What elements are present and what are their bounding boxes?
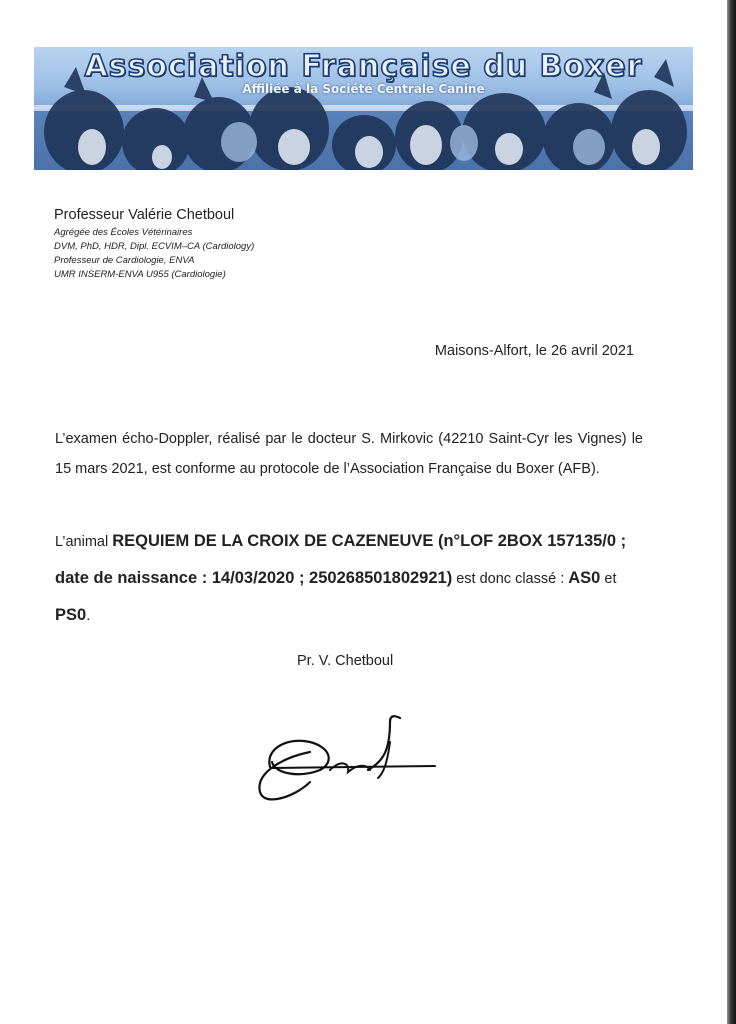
association-banner [34, 47, 693, 170]
aortic-class: AS0 [568, 569, 601, 587]
association-subtitle: Affiliée à la Société Centrale Canine [242, 82, 485, 96]
place-date: Maisons-Alfort, le 26 avril 2021 [434, 343, 634, 359]
classification-intro: L’animal [55, 534, 113, 550]
exam-paragraph: L’examen écho-Doppler, réalisé par le docteur S. Mirkovic (42210 Saint-Cyr les Vignes) le 15 mars 2021, est conforme au protocole de l’Association Française du Boxer (AFB). [55, 431, 643, 477]
author-credential: Professeur de Cardiologie, ENVA [54, 255, 195, 266]
page-shadow-edge [727, 0, 736, 1024]
author-block [54, 206, 254, 282]
author-credential: Agrégée des Écoles Vétérinaires [54, 227, 193, 238]
classification-end: . [86, 608, 91, 624]
author-name: Professeur Valérie Chetboul [54, 207, 235, 223]
handwritten-signature [250, 712, 440, 812]
author-credential: UMR INSERM-ENVA U955 (Cardiologie) [54, 269, 226, 280]
signatory-name: Pr. V. Chetboul [297, 653, 394, 669]
pulmonic-class: PS0 [55, 606, 87, 624]
association-title: Association Française du Boxer [84, 49, 643, 84]
classification-connector: et [600, 571, 617, 587]
classification-middle: est donc classé : [452, 571, 569, 587]
classification-paragraph [55, 523, 643, 634]
author-credential: DVM, PhD, HDR, Dipl. ECVIM–CA (Cardiology) [54, 241, 255, 252]
animal-identification: REQUIEM DE LA CROIX DE CAZENEUVE (n°LOF 2BOX 157135/0 ; date de naissance : 14/03/2020 ; 250268501802921) [55, 532, 627, 587]
